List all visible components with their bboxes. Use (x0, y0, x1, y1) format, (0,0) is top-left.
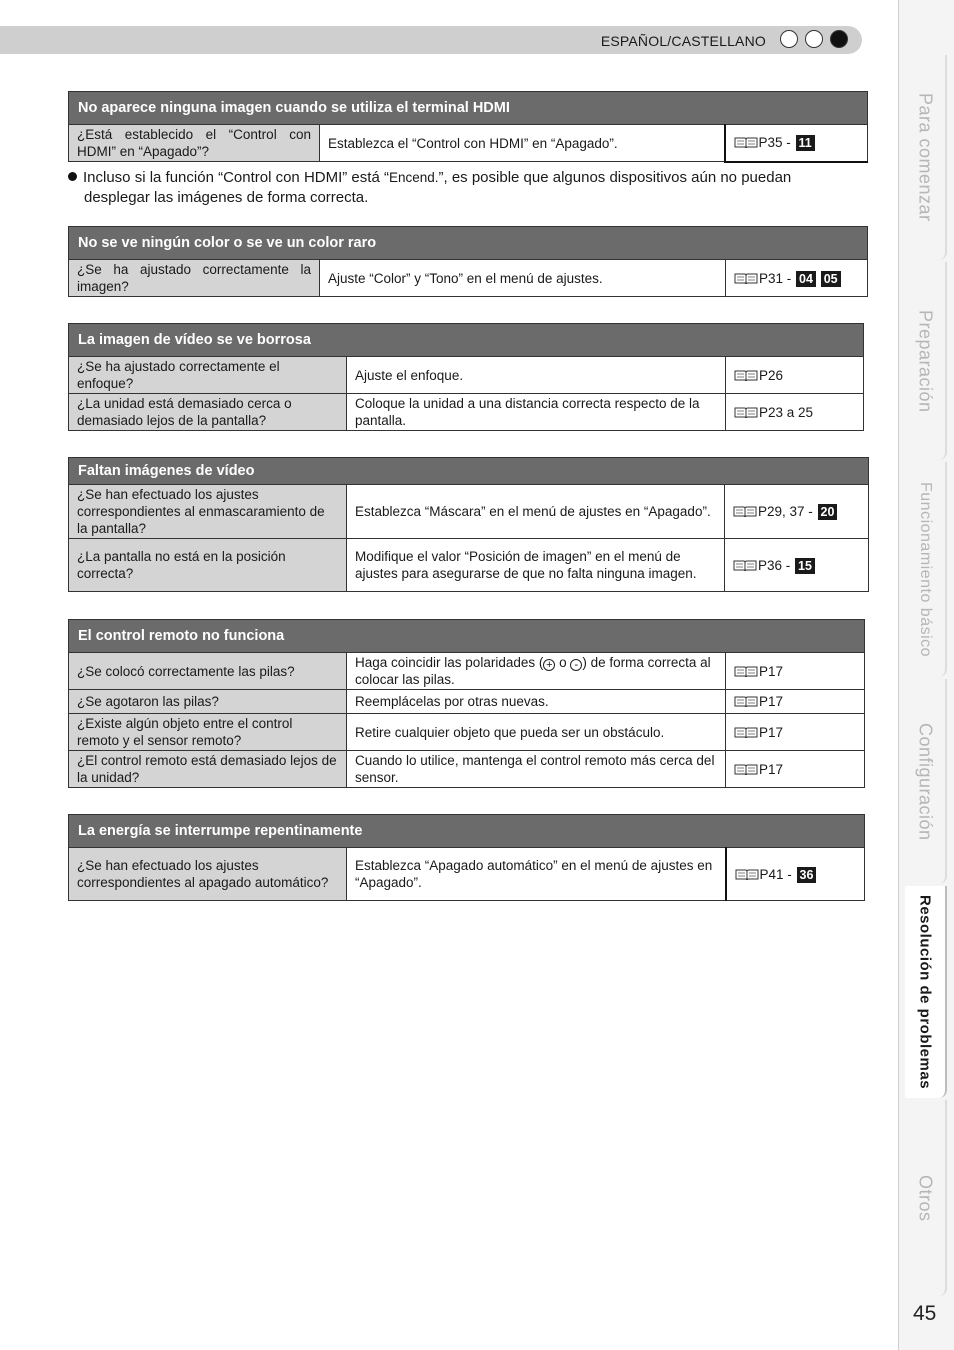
answer-text: o (555, 655, 571, 670)
tab-label: Resolución de problemas (916, 894, 934, 1090)
troubleshoot-table (68, 457, 869, 592)
answer-cell: Coloque la unidad a una distancia correcta respecto de la pantalla. (347, 394, 726, 431)
header-bar (0, 26, 862, 54)
answer-cell: Establezca el “Control con HDMI” en “Apagado”. (320, 125, 725, 162)
question-cell: ¿El control remoto está demasiado lejos de la unidad? (69, 751, 347, 788)
tab-otros[interactable] (905, 1100, 947, 1296)
table-row (69, 714, 865, 751)
reference-text: P17 (759, 761, 784, 777)
circle-icon (780, 30, 798, 48)
tab-preparacion[interactable] (905, 262, 947, 460)
reference-text: P17 (759, 724, 784, 740)
page-reference (725, 125, 868, 162)
question-cell: ¿La pantalla no está en la posición correcta? (69, 539, 347, 592)
question-cell: ¿Se agotaron las pilas? (69, 690, 347, 714)
page-reference (725, 485, 869, 539)
book-icon (735, 867, 759, 879)
page-reference (725, 539, 869, 592)
question-cell: ¿Se colocó correctamente las pilas? (69, 653, 347, 690)
language-label: ESPAÑOL/CASTELLANO (600, 33, 766, 49)
question-cell: ¿Se han efectuado los ajustes correspondientes al enmascaramiento de la pantalla? (69, 485, 347, 539)
language-indicator (780, 30, 848, 48)
reference-text: P41 - (759, 866, 796, 882)
step-badge: 36 (797, 867, 817, 883)
page-reference (726, 848, 865, 901)
section-power (68, 814, 864, 901)
table-row (69, 394, 864, 431)
book-icon (734, 135, 758, 147)
book-icon (734, 762, 758, 774)
table-row (69, 751, 865, 788)
answer-text: Haga coincidir las polaridades ( (355, 655, 544, 670)
page-reference (726, 357, 864, 394)
question-cell: ¿Se ha ajustado correctamente el enfoque? (69, 357, 347, 394)
section-title: Faltan imágenes de vídeo (69, 458, 869, 485)
answer-cell: Cuando lo utilice, mantenga el control remoto más cerca del sensor. (347, 751, 726, 788)
answer-cell: Reemplácelas por otras nuevas. (347, 690, 726, 714)
tab-label: Funcionamiento básico (917, 481, 934, 658)
section-blurry (68, 323, 863, 431)
bullet-icon (68, 172, 77, 181)
book-icon (733, 558, 757, 570)
book-icon (734, 664, 758, 676)
question-cell: ¿Se han efectuado los ajustes correspondientes al apagado automático? (69, 848, 347, 901)
plus-icon: + (543, 659, 555, 671)
table-row (69, 690, 865, 714)
tab-funcionamiento-basico[interactable] (905, 462, 947, 677)
step-badge: 05 (821, 271, 841, 287)
page-reference (726, 653, 865, 690)
question-cell: ¿Se ha ajustado correctamente la imagen? (69, 260, 320, 297)
minus-icon: - (570, 659, 582, 671)
answer-cell: Retire cualquier objeto que pueda ser un obstáculo. (347, 714, 726, 751)
tab-configuracion[interactable] (905, 679, 947, 884)
section-title: No aparece ninguna imagen cuando se utiliza el terminal HDMI (69, 92, 868, 125)
tab-resolucion-de-problemas[interactable] (905, 886, 947, 1098)
page-reference (726, 751, 865, 788)
section-title: La energía se interrumpe repentinamente (69, 815, 865, 848)
answer-cell: Establezca “Apagado automático” en el menú de ajustes en “Apagado”. (347, 848, 726, 901)
table-row (69, 357, 864, 394)
troubleshoot-table (68, 91, 868, 163)
troubleshoot-table (68, 226, 868, 297)
tab-label: Preparación (915, 309, 936, 413)
question-cell: ¿La unidad está demasiado cerca o demasiado lejos de la pantalla? (69, 394, 347, 431)
note-text: Incluso si la función “Control con HDMI” está “ (83, 169, 389, 186)
table-row (69, 539, 869, 592)
section-title: El control remoto no funciona (69, 620, 865, 653)
answer-cell (347, 653, 726, 690)
step-badge: 15 (795, 558, 815, 574)
answer-text: ) de forma correcta al colocar las pilas. (355, 655, 711, 687)
page-reference (726, 714, 865, 751)
answer-cell: Ajuste “Color” y “Tono” en el menú de ajustes. (320, 260, 726, 297)
book-icon (734, 725, 758, 737)
note-setting: Encend. (388, 170, 439, 185)
table-row (69, 125, 868, 162)
answer-cell: Establezca “Máscara” en el menú de ajustes en “Apagado”. (347, 485, 725, 539)
reference-text: P31 - (759, 270, 796, 286)
tab-para-comenzar[interactable] (905, 55, 947, 260)
note-text: desplegar las imágenes de forma correcta. (84, 189, 369, 206)
note-paragraph (68, 168, 858, 208)
troubleshoot-table (68, 814, 865, 901)
reference-text: P29, 37 - (758, 504, 817, 519)
section-title: No se ve ningún color o se ve un color raro (69, 227, 868, 260)
page-reference (726, 394, 864, 431)
reference-text: P26 (759, 367, 784, 383)
page-number: 45 (913, 1302, 937, 1325)
book-icon (733, 504, 757, 516)
filled-circle-icon (830, 30, 848, 48)
section-remote (68, 619, 864, 788)
page-reference (726, 260, 868, 297)
table-row (69, 260, 868, 297)
troubleshoot-table (68, 323, 864, 431)
book-icon (734, 405, 758, 417)
page-reference (726, 690, 865, 714)
reference-text: P17 (759, 694, 784, 709)
reference-text: P35 - (758, 135, 795, 151)
question-cell: ¿Existe algún objeto entre el control remoto y el sensor remoto? (69, 714, 347, 751)
tab-label: Para comenzar (915, 93, 936, 222)
book-icon (734, 271, 758, 283)
troubleshoot-table (68, 619, 865, 788)
section-title: La imagen de vídeo se ve borrosa (69, 324, 864, 357)
section-color (68, 226, 867, 297)
tab-label: Otros (915, 1174, 936, 1222)
section-missing-images (68, 457, 868, 592)
tab-label: Configuración (915, 722, 936, 841)
answer-cell: Ajuste el enfoque. (347, 357, 726, 394)
step-badge: 04 (796, 271, 816, 287)
book-icon (734, 368, 758, 380)
table-row (69, 485, 869, 539)
reference-text: P36 - (758, 557, 795, 573)
reference-text: P17 (759, 663, 784, 679)
chapter-sidebar (898, 0, 954, 1350)
book-icon (734, 694, 758, 706)
question-cell: ¿Está establecido el “Control con HDMI” en “Apagado”? (69, 125, 320, 162)
section-hdmi (68, 91, 867, 163)
note-text: ”, es posible que algunos dispositivos aún no puedan (438, 169, 792, 186)
table-row (69, 848, 865, 901)
table-row (69, 653, 865, 690)
circle-icon (805, 30, 823, 48)
step-badge: 11 (796, 135, 815, 151)
reference-text: P23 a 25 (759, 404, 814, 420)
answer-cell: Modifique el valor “Posición de imagen” en el menú de ajustes para asegurarse de que no falta ninguna imagen. (347, 539, 725, 592)
step-badge: 20 (818, 504, 838, 520)
